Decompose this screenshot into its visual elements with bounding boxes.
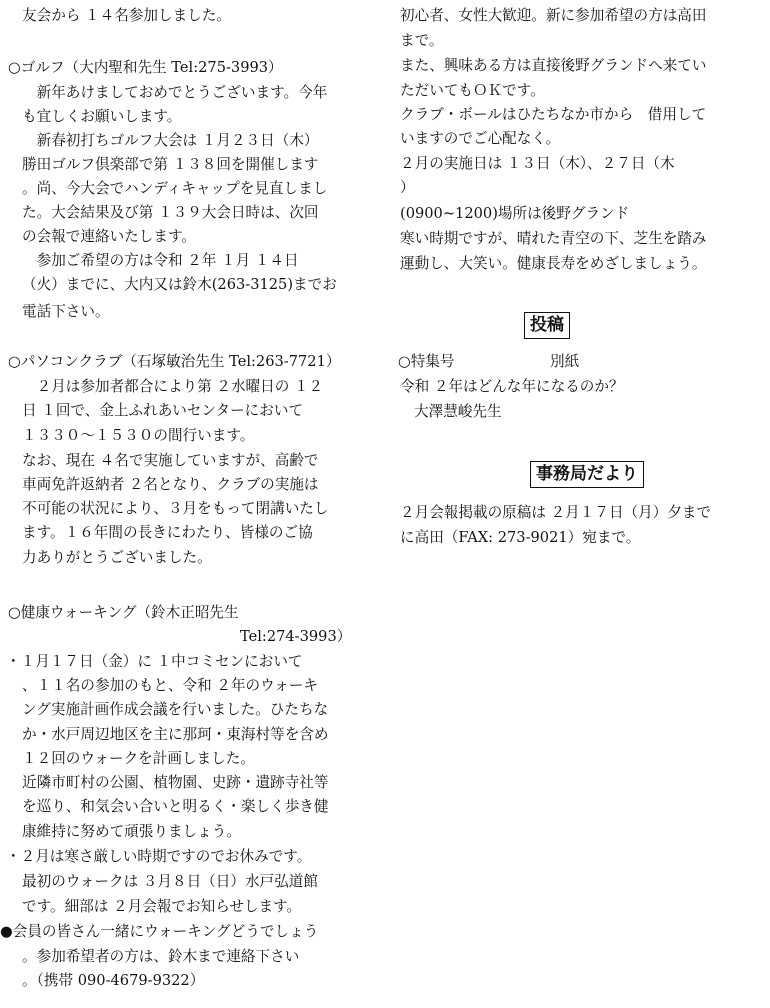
- walking-line: 。参加希望者の方は、鈴木まで連絡下さい: [22, 948, 300, 965]
- contribution-sheet: 別紙: [550, 353, 580, 370]
- walking-line: を巡り、和気会い合いと明るく・楽しく歩き健: [22, 798, 329, 815]
- golf-line: 電話下さい。: [22, 303, 110, 320]
- walking-line: ング実施計画作成会議を行いました。ひたちな: [22, 701, 329, 718]
- golf-line: 参加ご希望の方は令和 ２年 １月 １４日: [22, 252, 299, 269]
- office-line: ２月会報掲載の原稿は ２月１７日（月）夕まで: [400, 504, 712, 521]
- walking-tel: Tel:274-3993）: [240, 628, 352, 645]
- right-line: 初心者、女性大歓迎。新に参加希望の方は高田: [400, 7, 707, 24]
- pc-line: なお、現在 ４名で実施していますが、高齢で: [22, 452, 319, 469]
- golf-line: 勝田ゴルフ倶楽部で第 １３８回を開催します: [22, 156, 319, 173]
- walking-line: 最初のウォークは ３月８日（日）水戸弘道館: [22, 873, 318, 890]
- right-line: 運動し、大笑い。健康長寿をめざしましょう。: [400, 255, 707, 272]
- walking-line: です。細部は ２月会報でお知らせします。: [22, 898, 302, 915]
- walking-line: ・１月１７日（金）に １中コミセンにおいて: [6, 653, 303, 670]
- contribution-question: 令和 ２年はどんな年になるのか？: [400, 378, 624, 395]
- pc-line: 力ありがとうございました。: [22, 549, 212, 566]
- walking-line: か・水戸周辺地区を主に那珂・東海村等を含め: [22, 726, 329, 743]
- golf-line: も宜しくお願いします。: [22, 108, 182, 125]
- golf-line: 新年あけましておめでとうございます。今年: [22, 84, 328, 101]
- right-line: ）: [400, 179, 415, 196]
- walking-line: 。（携帯 090-4679-9322）: [22, 972, 205, 989]
- right-line: いますのでご心配なく。: [400, 130, 561, 147]
- pc-line: ２月は参加者都合により第 ２水曜日の １２: [22, 378, 324, 395]
- golf-header: ○ゴルフ（大内聖和先生 Tel:275-3993）: [8, 59, 283, 76]
- golf-line: の会報で連絡いたします。: [22, 228, 196, 245]
- office-news-title: 事務局だより: [530, 461, 644, 488]
- golf-line: 新春初打ちゴルフ大会は １月２３日（木）: [22, 132, 319, 149]
- walking-line: 近隣市町村の公園、植物園、史跡・遺跡寺社等: [22, 774, 329, 791]
- right-line: まで。: [400, 32, 444, 49]
- right-line: クラブ・ボールはひたちなか市から 借用して: [400, 106, 707, 123]
- right-line: また、興味ある方は直接後野グランドへ来てい: [400, 57, 707, 74]
- contribution-author: 大澤慧峻先生: [414, 403, 502, 420]
- intro-line: 友会から １４名参加しました。: [22, 7, 231, 24]
- pc-line: 日 １回で、金上ふれあいセンターにおいて: [22, 402, 304, 419]
- walking-line: １２回のウォークを計画しました。: [22, 750, 255, 767]
- golf-line: （火）までに、大内又は鈴木(263-3125)までお: [22, 276, 337, 293]
- walking-line: 康維持に努めて頑張りましょう。: [22, 823, 241, 840]
- golf-line: 。尚、今大会でハンディキャップを見直しまし: [22, 180, 328, 197]
- pc-line: 不可能の状況により、３月をもって閉講いたし: [22, 500, 329, 517]
- right-line: (0900~1200)場所は後野グランド: [400, 205, 630, 222]
- pc-header: ○パソコンクラブ（石塚敏治先生 Tel:263-7721）: [8, 353, 341, 370]
- right-line: ２月の実施日は １３日（木）、２７日（木: [400, 155, 675, 172]
- pc-line: １３３０～１５３０の間行います。: [22, 427, 255, 444]
- right-line: ただいてもＯＫです。: [400, 82, 545, 99]
- contribution-label: ○特集号: [398, 353, 455, 370]
- golf-line: た。大会結果及び第 １３９大会日時は、次回: [22, 204, 319, 221]
- walking-line: ・２月は寒さ厳しい時期ですのでお休みです。: [6, 848, 312, 865]
- pc-line: 車両免許返納者 ２名となり、クラブの実施は: [22, 476, 319, 493]
- right-line: 寒い時期ですが、晴れた青空の下、芝生を踏み: [400, 230, 707, 247]
- pc-line: ます。１６年間の長きにわたり、皆様のご協: [22, 524, 313, 541]
- contribution-title: 投稿: [524, 312, 570, 339]
- walking-header: ○健康ウォーキング（鈴木正昭先生: [8, 604, 239, 621]
- walking-line: ●会員の皆さん一緒にウォーキングどうでしょう: [0, 923, 319, 940]
- walking-line: 、１１名の参加のもと、令和 ２年のウォーキ: [22, 677, 318, 694]
- office-line: に高田（FAX: 273-9021）宛まで。: [400, 529, 641, 546]
